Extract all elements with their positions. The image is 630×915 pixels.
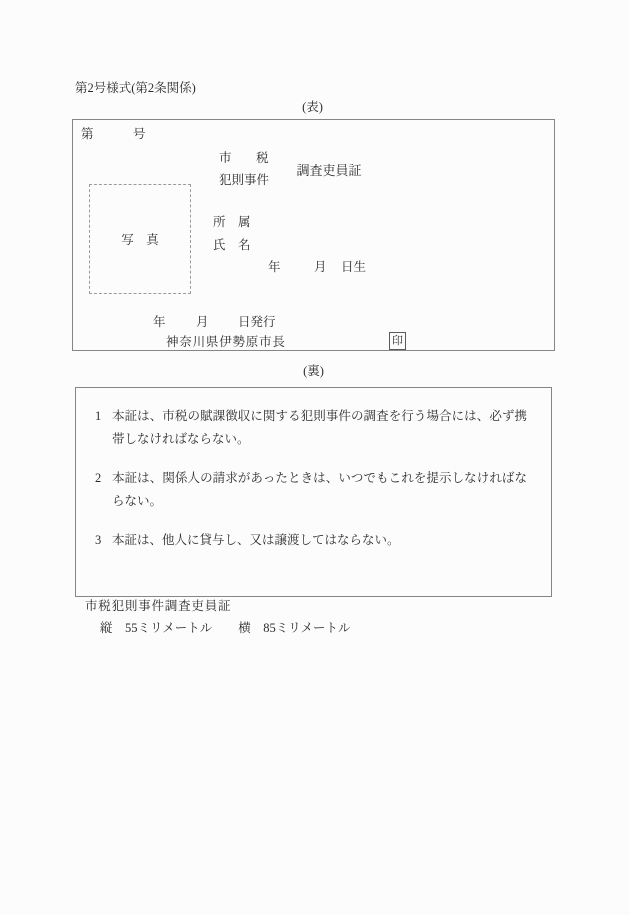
card-name-caption: 市税犯則事件調査吏員証 xyxy=(85,599,232,613)
rule-item-1 xyxy=(95,405,527,450)
id-card-back xyxy=(75,387,552,597)
affiliation-label: 所 属 xyxy=(213,215,251,229)
card-size-note xyxy=(100,618,351,636)
birth-month-label: 月 xyxy=(314,260,327,274)
birth-day-label: 日生 xyxy=(341,260,367,274)
size-width-label: 横 85ミリメートル xyxy=(238,621,351,635)
form-title: 第2号様式(第2条関係) xyxy=(75,81,196,95)
seal-mark xyxy=(389,332,406,350)
heading-main: 調査吏員証 xyxy=(296,162,362,178)
issue-date-row xyxy=(73,314,554,330)
issue-day-label: 日発行 xyxy=(238,315,276,329)
issue-year-label: 年 xyxy=(153,315,166,329)
birth-year-label: 年 xyxy=(268,260,281,274)
rule-number: 2 xyxy=(95,471,102,485)
rule-number: 1 xyxy=(95,409,102,423)
rule-item-2 xyxy=(95,467,527,512)
seal-character: 印 xyxy=(392,334,403,347)
photo-placeholder-box xyxy=(89,184,191,294)
birth-date-row xyxy=(73,259,554,275)
id-card-front xyxy=(72,119,555,351)
card-heading xyxy=(219,147,362,191)
name-label: 氏 名 xyxy=(213,238,251,252)
back-side-label: (裏) xyxy=(303,364,324,378)
rule-text: 本証は、他人に貸与し、又は譲渡してはならない。 xyxy=(112,533,400,547)
doc-number-prefix: 第 xyxy=(81,127,94,141)
issuer-name: 神奈川県伊勢原市長 xyxy=(166,335,286,349)
rule-number: 3 xyxy=(95,533,102,547)
doc-number-suffix: 号 xyxy=(133,127,146,141)
front-side-label: (表) xyxy=(302,100,323,114)
size-height-label: 縦 55ミリメートル xyxy=(100,621,213,635)
heading-stack-line2: 犯則事件 xyxy=(219,173,270,187)
heading-stack-line1: 市 税 xyxy=(219,151,275,165)
rule-item-3 xyxy=(95,529,527,552)
rule-text: 本証は、市税の賦課徴収に関する犯則事件の調査を行う場合には、必ず携帯しなければならない。 xyxy=(112,409,527,446)
issue-month-label: 月 xyxy=(196,315,209,329)
rule-text: 本証は、関係人の請求があったときは、いつでもこれを提示しなければならない。 xyxy=(112,471,527,508)
photo-placeholder-label: 写 真 xyxy=(121,233,159,247)
card-heading-stack xyxy=(219,147,275,191)
